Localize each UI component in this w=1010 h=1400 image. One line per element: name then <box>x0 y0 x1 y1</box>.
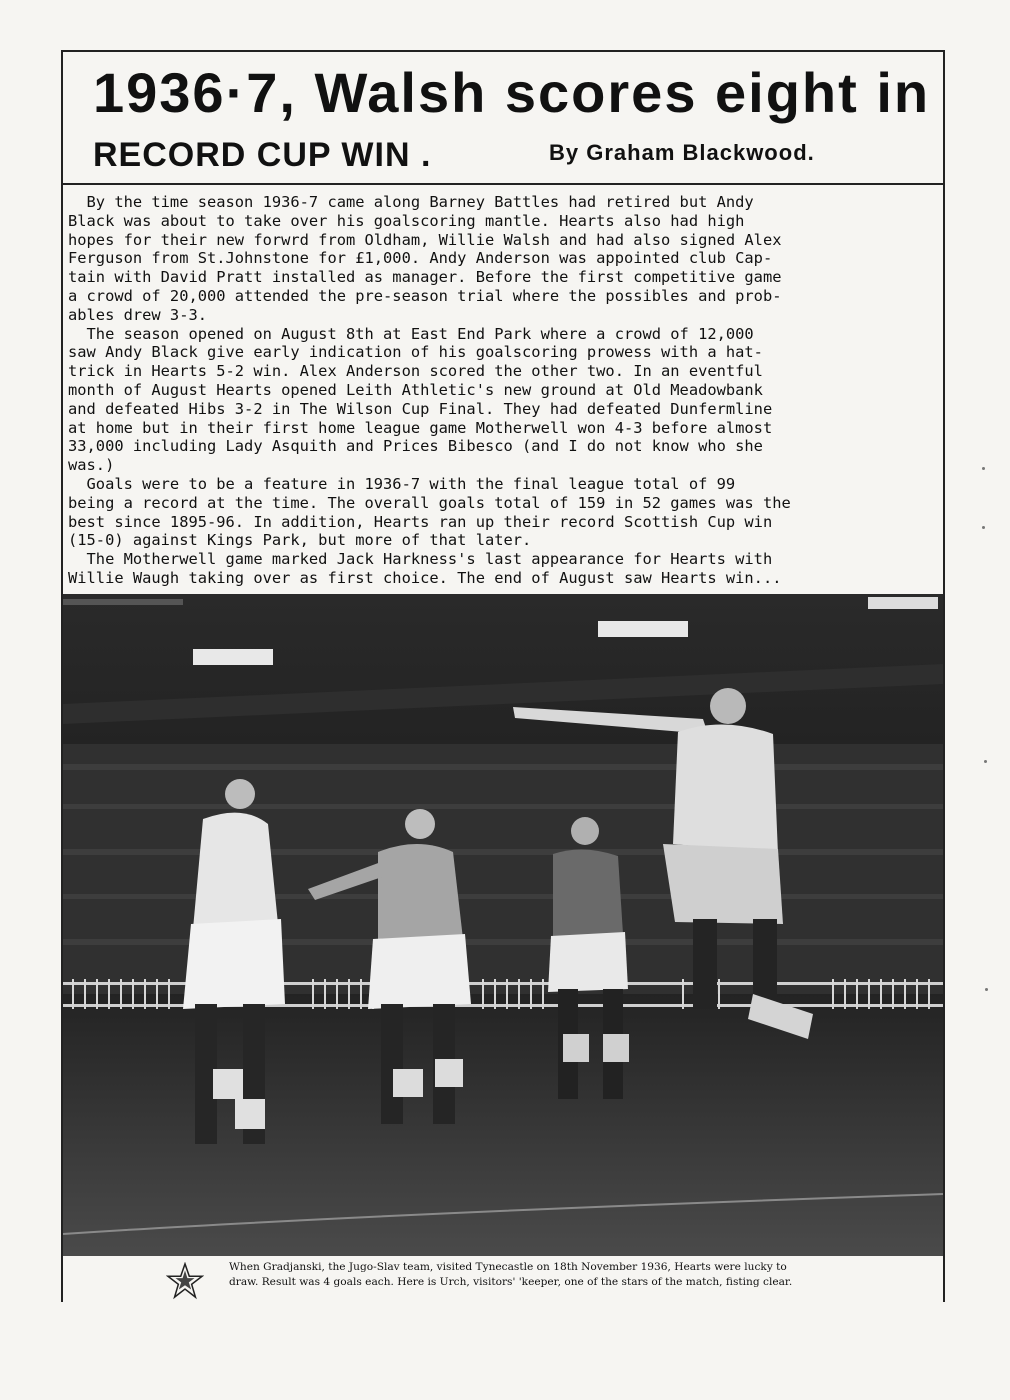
photo-caption <box>229 1260 929 1290</box>
margin-speck <box>982 526 985 529</box>
article-line: being a record at the time. The overall goals total of 159 in 52 games was the <box>68 493 791 512</box>
article-line: Black was about to take over his goalscoring mantle. Hearts also had high <box>68 211 745 230</box>
article-line: tain with David Pratt installed as manager. Before the first competitive game <box>68 268 782 287</box>
caption-area <box>63 1256 943 1302</box>
article-line: ables drew 3-3. <box>68 305 207 324</box>
article-line: The Motherwell game marked Jack Harkness's last appearance for Hearts with <box>68 550 773 569</box>
article-line: 33,000 including Lady Asquith and Prices Bibesco (and I do not know who she <box>68 437 763 456</box>
caption-line: When Gradjanski, the Jugo-Slav team, visited Tynecastle on 18th November 1936, Hearts were lucky to <box>229 1261 787 1273</box>
player-right-centre <box>548 817 629 1099</box>
article-line: Ferguson from St.Johnstone for £1,000. Andy Anderson was appointed club Cap- <box>68 249 773 268</box>
caption-line: draw. Result was 4 goals each. Here is Urch, visitors' 'keeper, one of the stars of the match, fisting clear. <box>229 1276 793 1288</box>
article-frame <box>61 50 945 1302</box>
article-line: best since 1895-96. In addition, Hearts ran up their record Scottish Cup win <box>68 512 773 531</box>
article-line: By the time season 1936-7 came along Barney Battles had retired but Andy <box>68 193 754 211</box>
star-icon <box>166 1262 204 1300</box>
margin-speck <box>982 467 985 470</box>
match-photo-illustration <box>63 594 943 1256</box>
article-line: was.) <box>68 456 115 475</box>
headline-line-2: RECORD CUP WIN . <box>93 136 432 174</box>
article-line: a crowd of 20,000 attended the pre-season trial where the possibles and prob- <box>68 286 782 305</box>
article-line: saw Andy Black give early indication of his goalscoring prowess with a hat- <box>68 343 763 362</box>
margin-speck <box>985 988 988 991</box>
byline: By Graham Blackwood. <box>549 140 815 165</box>
article-line: trick in Hearts 5-2 win. Alex Anderson scored the other two. In an eventful <box>68 362 763 381</box>
article-line: month of August Hearts opened Leith Athletic's new ground at Old Meadowbank <box>68 380 763 399</box>
headline-line-1: 1936·7, Walsh scores eight in <box>93 61 931 124</box>
article-line: Goals were to be a feature in 1936-7 with the final league total of 99 <box>68 474 736 493</box>
article-line: (15-0) against Kings Park, but more of that later. <box>68 531 532 550</box>
article-line: The season opened on August 8th at East End Park where a crowd of 12,000 <box>68 324 754 343</box>
article-line: at home but in their first home league game Motherwell won 4-3 before almost <box>68 418 773 437</box>
margin-speck <box>984 760 987 763</box>
article-line: Willie Waugh taking over as first choice. The end of August saw Hearts win... <box>68 568 782 587</box>
match-photo <box>63 594 943 1256</box>
headline-box <box>63 52 943 185</box>
article-line: hopes for their new forwrd from Oldham, Willie Walsh and had also signed Alex <box>68 230 782 249</box>
article-line: and defeated Hibs 3-2 in The Wilson Cup Final. They had defeated Dunfermline <box>68 399 773 418</box>
article-body <box>68 193 946 588</box>
